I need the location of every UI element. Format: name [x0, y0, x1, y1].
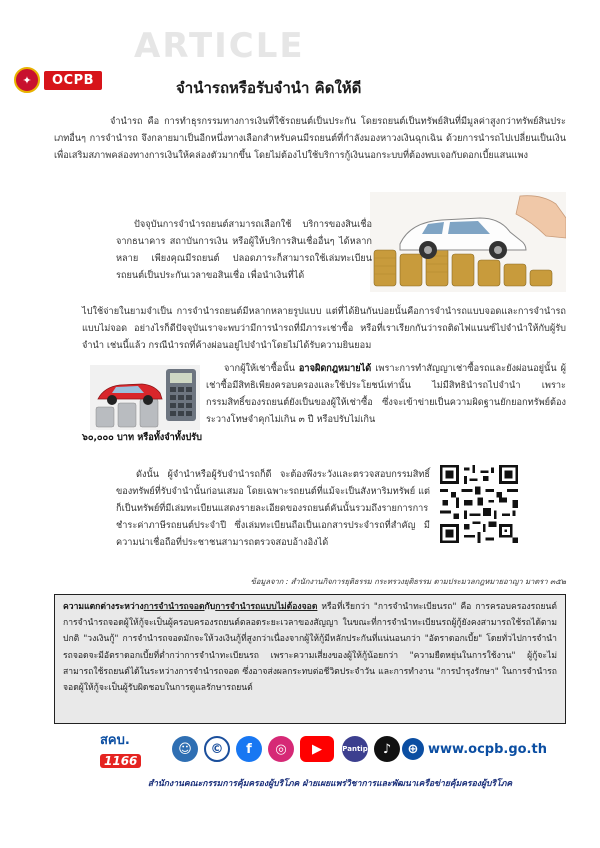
facebook-icon[interactable]: f [236, 736, 262, 762]
ocpb-connect-icon[interactable]: © [204, 736, 230, 762]
tiktok-icon[interactable]: ♪ [374, 736, 400, 762]
paragraph-types: ไปใช้จ่ายในยามจำเป็น การจำนำรถยนต์มีหลากหลายรูปแบบ แต่ที่ได้ยินกันบ่อยนั้นคือการจำนำรถแบบจอดและการจำนำรถแบบไม่จอด อย่างไรก็ดีปัจจุบันเราจะพบว่ามีการนำรถที่มีภาระเช่าซื้อ หรือที่เราเรียกกันว่ารถติดไฟแนนซ์ไปจำนำให้กับผู้รับจำนำ เช่นนี้แล้ว กรณีนำรถที่ค้างผ่อนอยู่ไปจำนำโดยไม่ได้รับความยินยอม [82, 306, 566, 351]
article-watermark: ARTICLE [134, 26, 305, 66]
web-globe-icon: ⊕ [402, 738, 424, 760]
red-car-calculator-image [90, 365, 200, 430]
paragraph-advice: ดังนั้น ผู้จำนำหรือผู้รับจำนำรถก็ดี จะต้องพึงระวังและตรวจสอบกรรมสิทธิ์ของทรัพย์ที่รับจำนำนั้นก่อนเสมอ โดยเฉพาะรถยนต์ที่แม้จะเป็นสังหาริมทรัพย์ แต่ก็เป็นทรัพย์ที่มีเล่มทะเบียนแสดงรายละเอียดของรถยนต์คันนั้นรวมถึงรายการการชำระค่าภาษีรถยนต์ประจำปี ซึ่งเล่มทะเบียนถือเป็นเอกสารประจำรถที่สำคัญ มีความน่าเชื่อถือที่ประชาชนสามารถตรวจสอบอ้างอิงได้ [116, 469, 430, 548]
government-seal-icon: ✦ [14, 67, 40, 93]
pantip-icon[interactable]: Pantip [342, 736, 368, 762]
difference-term-unparked: การจำนำรถแบบไม่ต้องจอด [215, 602, 318, 612]
website-link[interactable]: www.ocpb.go.th [428, 742, 547, 757]
hotline-number: 1166 [100, 754, 141, 768]
difference-box [54, 594, 566, 724]
instagram-icon[interactable]: ◎ [268, 736, 294, 762]
penalty-amount: ๖๐,๐๐๐ บาท หรือทั้งจำทั้งปรับ [82, 432, 202, 443]
hotline-badge[interactable] [100, 729, 158, 769]
difference-body: หรือที่เรียกว่า "การจำนำทะเบียนรถ" คือ การครอบครองรถยนต์ การจำนำรถจอดผู้ให้กู้จะเป็นผู้ครอบครองรถยนต์ตลอดระยะเวลาของสัญญา ในขณะที่การจำนำทะเบียนรถผู้กู้ยังคงสามารถใช้รถได้ตามปกติ "วงเงินกู้" การจำนำรถจอดมักจะให้วงเงินกู้ที่สูงกว่าเนื่องจากผู้ให้กู้มีหลักประกันที่แน่นอนกว่า "อัตราดอกเบี้ย" โดยทั่วไปการจำนำรถจอดจะมีอัตราดอกเบี้ยที่ต่ำกว่าการจำนำทะเบียนรถ เพราะความเสี่ยงของผู้ให้กู้น้อยกว่า "ความยืดหยุ่นในการใช้งาน" ผู้กู้จะไม่สามารถใช้รถยนต์ได้ในระหว่างการจำนำรถจอด ซึ่งอาจส่งผลกระทบต่อชีวิตประจำวัน และการทำงาน "การบำรุงรักษา" ในการจำนำรถจอดผู้ให้กู้จะเป็นผู้รับผิดชอบในการดูแลรักษารถยนต์ [63, 602, 557, 694]
mascot-icon: ☺ [172, 736, 198, 762]
paragraph-legal-warning [206, 360, 566, 428]
paragraph-intro: จำนำรถ คือ การทำธุรกรรมทางการเงินที่ใช้รถยนต์เป็นประกัน โดยรถยนต์เป็นทรัพย์สินที่มีมูลค่าสูงกว่าทรัพย์สินประเภทอื่นๆ การจำนำรถ จึงกลายมาเป็นอีกหนึ่งทางเลือกสำหรับคนมีรถยนต์ที่กำลังมองหาวงเงินฉุกเฉิน ด้วยการนำรถไปเปลี่ยนเป็นเงินเพื่อเสริมสภาพคล่องทางการเงินให้คล่องตัวมากขึ้น โดยไม่ต้องไปใช้บริการกู้เงินนอกระบบที่ต้องพบเจอกับดอกเบี้ยแสนแพง [54, 116, 566, 161]
ocpb-logo [14, 66, 114, 94]
page-title: จำนำรถหรือรับจำนำ คิดให้ดี [176, 79, 362, 97]
legal-warning-highlight: อาจผิดกฎหมายได้ [298, 363, 372, 374]
youtube-icon[interactable]: ▶ [300, 736, 334, 762]
paragraph-current-options: ปัจจุบันการจำนำรถยนต์สามารถเลือกใช้ บริการของสินเชื่อจากธนาคาร สถาบันการเงิน หรือผู้ให้บริการสินเชื่ออื่นๆ ได้หลากหลาย เพียงคุณมีรถยนต์ ปลอดภาระก็สามารถใช้เล่มทะเบียนรถยนต์เป็นประกันเวลาขอสินเชื่อ เพื่อนำเงินที่ได้ [116, 219, 372, 281]
legal-warning-text-end: เพราะการทำสัญญาเช่าซื้อรถและยังผ่อนอยู่นั้น ผู้เช่าซื้อมีสิทธิเพียงครอบครองและใช้ประโยชน์เท่านั้น ไม่มีสิทธินำรถไปจำนำ เพราะกรรมสิทธิ์ของรถยนต์ยังเป็นของผู้ให้เช่าซื้อ ซึ่งจะเข้าข่ายเป็นความผิดฐานยักยอกทรัพย์ต้องระวางโทษจำคุกไม่เกิน ๓ ปี หรือปรับไม่เกิน [206, 363, 566, 425]
qr-code-icon[interactable] [440, 465, 518, 543]
footer-office-name: สำนักงานคณะกรรมการคุ้มครองผู้บริโภค ฝ่ายเผยแพร่วิชาการและพัฒนาเครือข่ายคุ้มครองผู้บริโภค [147, 779, 513, 789]
difference-connector: กับ [204, 602, 216, 612]
hotline-label: สคบ. [100, 733, 130, 748]
car-coins-image [370, 192, 566, 292]
source-citation: ข้อมูลจาก : สำนักงานกิจการยุติธรรม กระทรวงยุติธรรม ตามประมวลกฎหมายอาญา มาตรา ๓๕๒ [250, 577, 566, 586]
difference-lead: ความแตกต่างระหว่าง [63, 602, 144, 612]
ocpb-brand: OCPB [44, 71, 102, 90]
legal-warning-text-start: จากผู้ให้เช่าซื้อนั้น [224, 363, 299, 374]
difference-term-parked: การจำนำรถจอด [143, 602, 205, 612]
